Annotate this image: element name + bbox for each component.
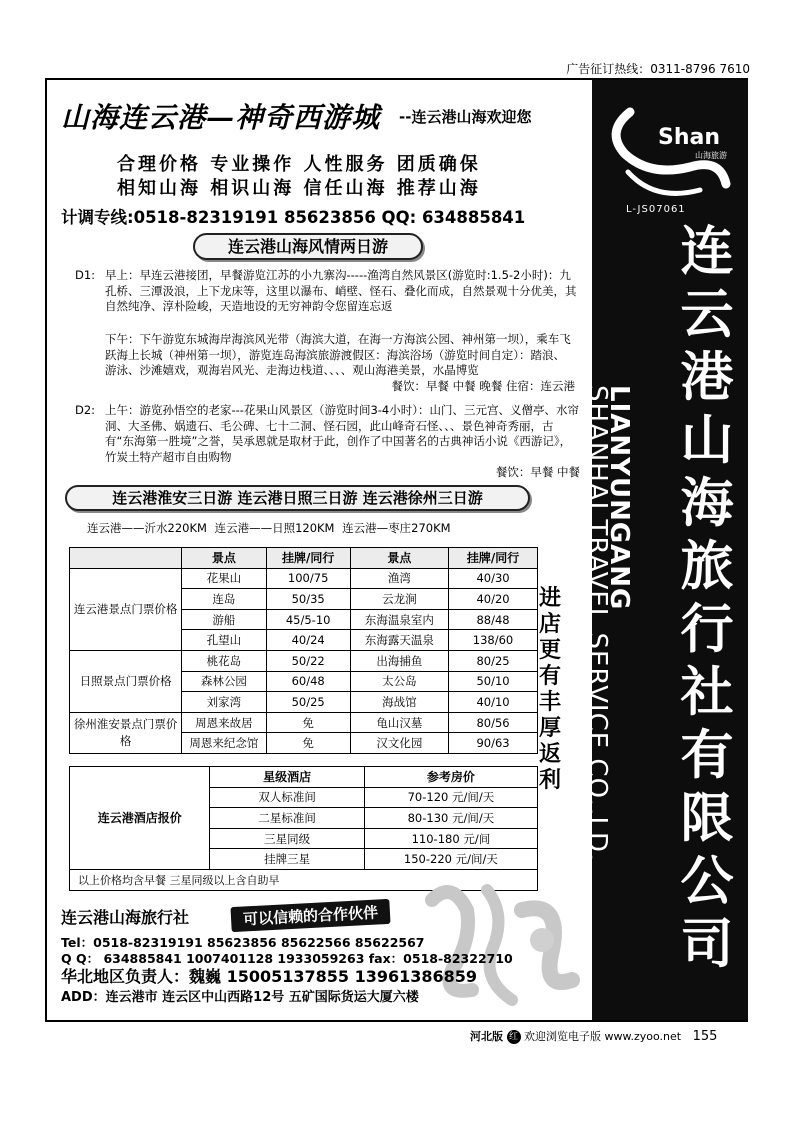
- logo-swirl-icon: [600, 92, 740, 204]
- table-cell: 50/10: [449, 671, 538, 692]
- group-label: 连云港景点门票价格: [70, 568, 182, 650]
- table-cell: 90/63: [449, 733, 538, 754]
- table-cell: 50/35: [266, 589, 350, 610]
- day1-afternoon: [105, 332, 575, 394]
- table-row: [70, 869, 538, 890]
- three-day-tour-title: 连云港淮安三日游 连云港日照三日游 连云港徐州三日游: [65, 485, 530, 511]
- page-footer: [470, 1028, 717, 1044]
- company-name-cn: 连云港山海旅行社有限公司: [680, 221, 734, 975]
- day2-meals: 餐饮：早餐 中餐: [495, 465, 580, 479]
- table-cell: 150-220 元/间/天: [364, 849, 537, 870]
- day1-afternoon-text: 下午：下午游览东城海岸海滨风光带（海滨大道，在海一方海滨公园、神州第一坝），乘车飞跃海上长城（神州第一坝），游览连岛海滨旅游渡假区：海滨浴场（游览时间自定）：踏浪、游泳、沙滩嬉戏，观海岩风光、走海边栈道、、、、观山海港美景，水晶博览: [105, 332, 571, 377]
- table-cell: 周恩来纪念馆: [182, 733, 266, 754]
- table-cell: 花果山: [182, 568, 266, 589]
- distance-line: 连云港——沂水220KM 连云港——日照120KM 连云港—枣庄270KM: [87, 521, 451, 535]
- table-cell: 免: [266, 733, 350, 754]
- company-logo: [600, 92, 740, 204]
- motto-line-1: 合理价格 专业操作 人性服务 团质确保: [117, 154, 481, 175]
- partner-banner: 可以信赖的合作伙伴: [230, 899, 390, 932]
- table-cell: 云龙涧: [350, 589, 448, 610]
- day2: [75, 403, 580, 481]
- table-row: [70, 568, 538, 589]
- table-cell: 孔望山: [182, 630, 266, 651]
- header-cell: 景点: [350, 548, 448, 569]
- motto-line-2: 相知山海 相识山海 信任山海 推荐山海: [117, 178, 481, 199]
- table-cell: 80/56: [449, 712, 538, 733]
- day1-meals: 餐饮：早餐 中餐 晚餐 住宿：连云港: [391, 378, 575, 393]
- header-cell: 景点: [182, 548, 266, 569]
- header-cell: 挂牌/同行: [266, 548, 350, 569]
- table-cell: 龟山汉墓: [350, 712, 448, 733]
- table-cell: 138/60: [449, 630, 538, 651]
- table-cell: 出海捕鱼: [350, 650, 448, 671]
- logo-text: Shan: [658, 125, 721, 150]
- group-label: 徐州淮安景点门票价格: [70, 712, 182, 753]
- day1-morning-text: 早上：早连云港接团，早餐游览江苏的小九寨沟-----渔湾自然风景区(游览时:1.5-2小时)：九孔桥、三潭汲浪，上下龙床等，这里以瀑布、峭壁、怪石、叠化而成，自然景观十分优美，其自然纯净、淳朴险峻，天造地设的无穷神韵令您留连忘返: [105, 268, 577, 313]
- calligraphy-watermark: [412, 870, 582, 1018]
- group-label: 日照景点门票价格: [70, 650, 182, 712]
- table-cell: 双人标准间: [210, 787, 364, 808]
- table-cell: 挂牌三星: [210, 849, 364, 870]
- header-cell: 参考房价: [364, 767, 537, 788]
- table-cell: 50/25: [266, 692, 350, 713]
- table-cell: 汉文化园: [350, 733, 448, 754]
- table-cell: 70-120 元/间/天: [364, 787, 537, 808]
- company-name-en-1: LIANYUNGANG: [604, 385, 634, 611]
- license-number: L-JS07061: [626, 204, 686, 215]
- footer-site: 欢迎浏览电子版 www.zyoo.net: [524, 1030, 682, 1043]
- table-row: [70, 712, 538, 733]
- table-header-row: [70, 767, 538, 788]
- ad-left-column: [47, 80, 592, 1020]
- table-cell: 45/5-10: [266, 609, 350, 630]
- day1-label: D1:: [75, 268, 96, 282]
- table-cell: 桃花岛: [182, 650, 266, 671]
- advertisement-frame: [45, 78, 748, 1022]
- ad-hotline: 广告征订热线：0311-8796 7610: [566, 62, 750, 76]
- table-cell: 渔湾: [350, 568, 448, 589]
- table-cell: 40/20: [449, 589, 538, 610]
- table-cell: 东海温泉室内: [350, 609, 448, 630]
- table-cell: 60/48: [266, 671, 350, 692]
- table-cell: 海战馆: [350, 692, 448, 713]
- table-cell: 40/30: [449, 568, 538, 589]
- header-cell: 挂牌/同行: [449, 548, 538, 569]
- page-number: 155: [692, 1029, 718, 1044]
- table-cell: 免: [266, 712, 350, 733]
- company-name: 连云港山海旅行社: [61, 908, 190, 927]
- edition-label: 河北版: [470, 1030, 503, 1043]
- table-cell: 太公岛: [350, 671, 448, 692]
- table-cell: 游船: [182, 609, 266, 630]
- table-cell: 50/22: [266, 650, 350, 671]
- day2-text: 上午：游览孙悟空的老家---花果山风景区（游览时间3-4小时）：山门、三元宫、义僧亭、水帘洞、大圣佛、娲遗石、毛公碑、七十二洞、怪石园，此山峰奇石怪、、、景色神奇秀丽，古有“东海第一胜境”之誉，吴承恩就是取材于此，创作了中国著名的古典神话小说《西游记》，竹炭土特产超市自由购物: [105, 403, 579, 464]
- day2-label: D2:: [75, 403, 96, 417]
- welcome-text: --连云港山海欢迎您: [399, 108, 532, 126]
- company-name-en-2: SHANHAI TRAVEL SERVICE CO.,LD.: [582, 385, 612, 863]
- contact-qq-fax: Q Q： 634885841 1007401128 1933059263 fax：0518-82322710: [61, 951, 513, 966]
- header-cell: [70, 548, 182, 569]
- table-cell: 森林公园: [182, 671, 266, 692]
- two-day-tour-title: 连云港山海风情两日游: [193, 233, 423, 260]
- table-cell: 80/25: [449, 650, 538, 671]
- table-cell: 东海露天温泉: [350, 630, 448, 651]
- table-cell: 二星标准间: [210, 808, 364, 829]
- table-row: [70, 650, 538, 671]
- booking-phones: 计调专线:0518-82319191 85623856 QQ: 634885841: [61, 208, 526, 227]
- table-cell: 40/24: [266, 630, 350, 651]
- table-cell: 80-130 元/间/天: [364, 808, 537, 829]
- header-cell: 星级酒店: [210, 767, 364, 788]
- table-cell: 刘家湾: [182, 692, 266, 713]
- brand-panel: [582, 80, 748, 1020]
- table-cell: 连岛: [182, 589, 266, 610]
- day1-morning: [75, 268, 580, 315]
- contact-address: ADD：连云港市 连云区中山西路12号 五矿国际货运大厦六楼: [61, 990, 419, 1005]
- ticket-price-table: [69, 547, 538, 754]
- hotel-label: 连云港酒店报价: [70, 767, 210, 870]
- hotel-price-table: [69, 766, 538, 891]
- table-cell: 三星同级: [210, 828, 364, 849]
- table-cell: 88/48: [449, 609, 538, 630]
- table-cell: 100/75: [266, 568, 350, 589]
- hotel-note: 以上价格均含早餐 三星同级以上含自助早: [70, 869, 538, 890]
- logo-subtext: 山海旅游: [695, 151, 727, 160]
- regional-manager: 华北地区负责人：魏巍 15005137855 13961386859: [61, 967, 478, 986]
- slogan-headline: 山海连云港—神奇西游城: [61, 101, 381, 134]
- rebate-promo: 进店更有丰厚返利: [538, 586, 561, 793]
- badge-icon: 红: [507, 1030, 521, 1044]
- table-cell: 40/10: [449, 692, 538, 713]
- contact-tel: Tel：0518-82319191 85623856 85622566 85622567: [61, 935, 425, 950]
- table-cell: 110-180 元/间: [364, 828, 537, 849]
- table-header-row: [70, 548, 538, 569]
- table-cell: 周恩来故居: [182, 712, 266, 733]
